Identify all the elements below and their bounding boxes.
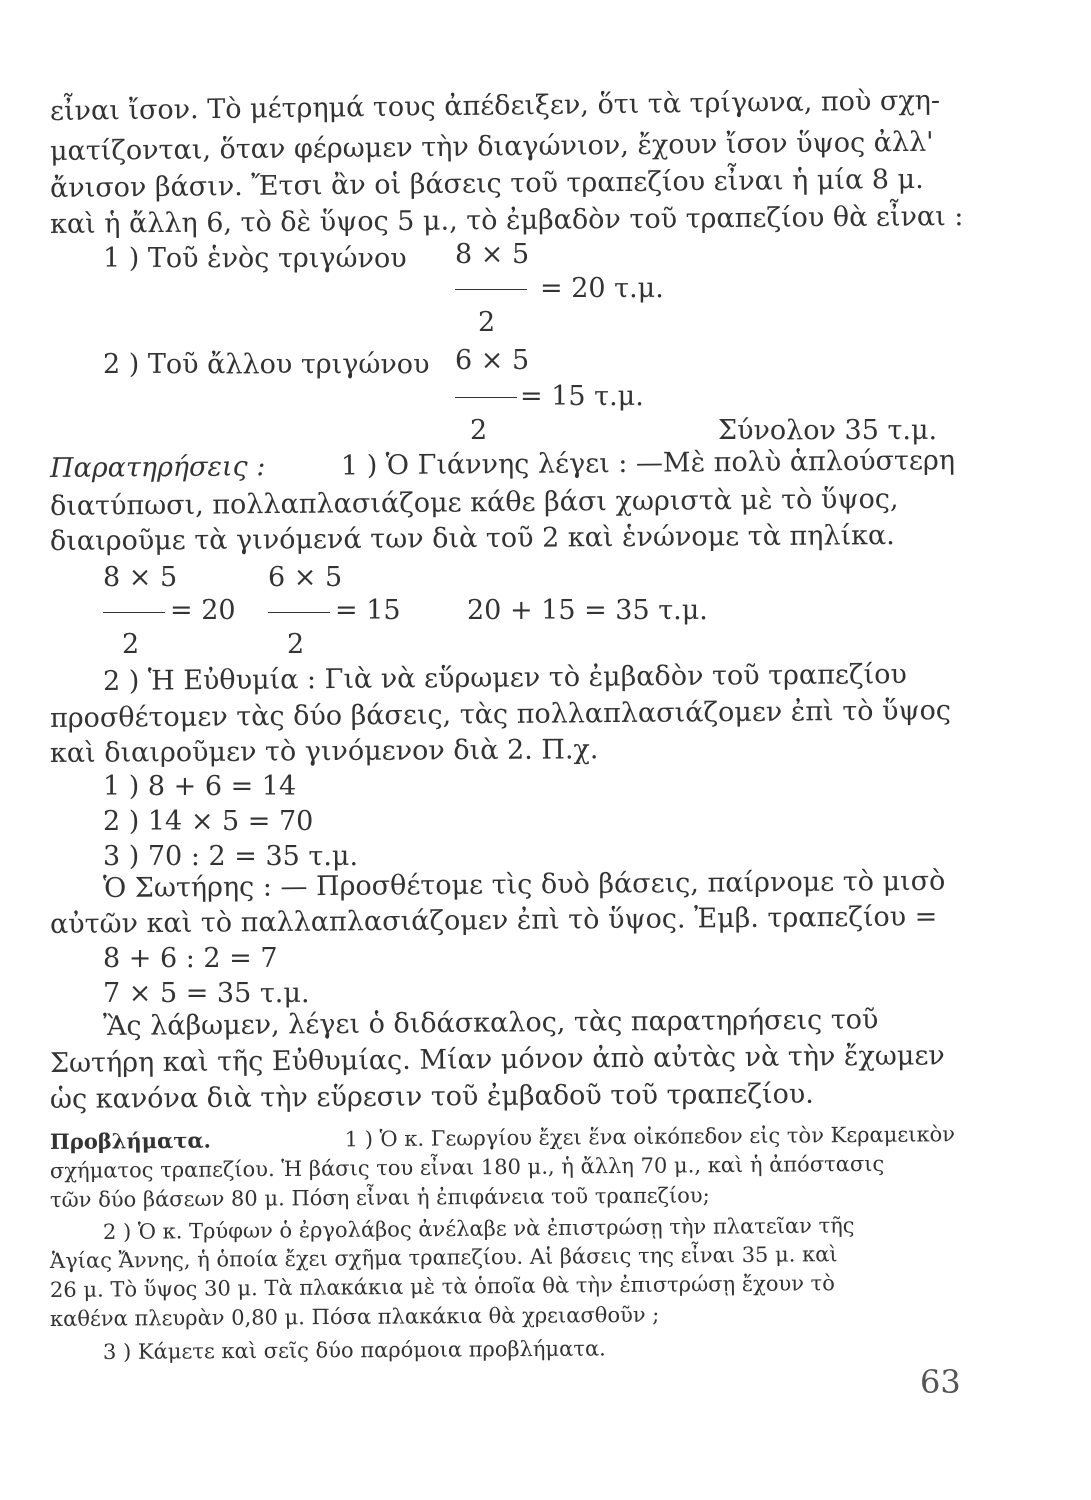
- calc2-numerator: 6 × 5: [455, 345, 530, 376]
- calc2-label: 2 ) Τοῦ ἄλλου τριγώνου: [103, 349, 430, 380]
- problem-2-line-3: 26 μ. Τὸ ὕψος 30 μ. Τὰ πλακάκια μὲ τὰ ὁποῖα θὰ τὴν ἐπιστρώσῃ ἔχουν τὸ: [49, 1271, 835, 1302]
- problem-2-line-2: Ἁγίας Ἄννης, ἡ ὁποία ἔχει σχῆμα τραπεζίου. Αἱ βάσεις της εἶναι 35 μ. καὶ: [49, 1242, 838, 1273]
- obs-frac-b-bar: [268, 612, 330, 613]
- sotiris-line-1: Ὁ Σωτήρης : — Προσθέτομε τὶς δυὸ βάσεις, παίρνομε τὸ μισὸ: [102, 865, 946, 904]
- observations-heading: Παρατηρήσεις :: [49, 451, 266, 484]
- calc1-label: 1 ) Τοῦ ἑνὸς τριγώνου: [103, 243, 407, 274]
- observations-first-text: 1 ) Ὁ Γιάννης λέγει : —Μὲ πολὺ ἁπλούστερη: [340, 445, 956, 482]
- teacher-line-3: ὡς κανόνα διὰ τὴν εὕρεσιν τοῦ ἐμβαδοῦ τοῦ τραπεζίου.: [49, 1078, 814, 1115]
- calc1-result: = 20 τ.μ.: [540, 273, 664, 304]
- obs-frac-a-bar: [103, 612, 165, 613]
- observations-line-3: διαιροῦμε τὰ γινόμενά των διὰ τοῦ 2 καὶ ἑνώνομε τὰ πηλίκα.: [49, 520, 895, 557]
- problems-heading: Προβλήματα.: [49, 1127, 211, 1154]
- sotiris-step-1: 8 + 6 : 2 = 7: [103, 943, 278, 974]
- problem-1-line-3: τῶν δύο βάσεων 80 μ. Πόση εἶναι ἡ ἐπιφάνεια τοῦ τραπεζίου;: [49, 1183, 710, 1212]
- problem-1-first-text: 1 ) Ὁ κ. Γεωργίου ἔχει ἕνα οἰκόπεδον εἰς τὸν Κεραμεικὸν: [344, 1122, 956, 1152]
- obs-frac-a-denominator: 2: [122, 629, 140, 660]
- problem-2-line-4: καθένα πλευρὰν 0,80 μ. Πόσα πλακάκια θὰ χρειασθοῦν ;: [49, 1302, 660, 1331]
- calc2-total: Σύνολον 35 τ.μ.: [718, 415, 938, 446]
- obs-sum: 20 + 15 = 35 τ.μ.: [467, 595, 708, 626]
- intro-line-3: ἄνισον βάσιν. Ἔτσι ἂν οἱ βάσεις τοῦ τραπεζίου εἶναι ἡ μία 8 μ.: [49, 163, 924, 204]
- calc2-fraction-bar: [455, 397, 517, 398]
- intro-line-2: ματίζονται, ὅταν φέρωμεν τὴν διαγώνιον, ἔχουν ἴσον ὕψος ἀλλ': [49, 126, 934, 167]
- calc1-numerator: 8 × 5: [455, 239, 530, 270]
- calc1-fraction-bar: [455, 289, 527, 290]
- observations-line-2: διατύπωσι, πολλαπλασιάζομε κάθε βάσι χωριστὰ μὲ τὸ ὕψος,: [49, 483, 899, 522]
- page-number: 63: [920, 1363, 961, 1401]
- eythymia-line-2: προσθέτομεν τὰς δύο βάσεις, τὰς πολλαπλασιάζομεν ἐπὶ τὸ ὕψος: [49, 695, 952, 734]
- obs-frac-a-result: = 20: [170, 595, 236, 626]
- eythymia-line-1: 2 ) Ἡ Εὐθυμία : Γιὰ νὰ εὕρωμεν τὸ ἐμβαδὸν τοῦ τραπεζίου: [102, 658, 907, 697]
- observations-line-1: [50, 444, 955, 486]
- calc1-denominator: 2: [478, 307, 496, 338]
- eythymia-step-1: 1 ) 8 + 6 = 14: [103, 771, 297, 802]
- intro-line-1: εἶναι ἴσον. Τὸ μέτρημά τους ἀπέδειξεν, ὅτι τὰ τρίγωνα, ποὺ σχη-: [49, 85, 941, 127]
- problem-2-line-1: 2 ) Ὁ κ. Τρύφων ὁ ἐργολάβος ἀνέλαβε νὰ ἐπιστρώσῃ τὴν πλατεῖαν τῆς: [102, 1213, 855, 1244]
- obs-frac-b-numerator: 6 × 5: [268, 562, 343, 593]
- obs-frac-b-denominator: 2: [287, 629, 305, 660]
- calc2-denominator: 2: [470, 415, 488, 446]
- teacher-line-1: Ἂς λάβωμεν, λέγει ὁ διδάσκαλος, τὰς παρατηρήσεις τοῦ: [102, 1004, 879, 1042]
- calc2-result: = 15 τ.μ.: [520, 381, 644, 412]
- problem-3: 3 ) Κάμετε καὶ σεῖς δύο παρόμοια προβλήματα.: [102, 1336, 606, 1364]
- problem-1-line-2: σχήματος τραπεζίου. Ἡ βάσις του εἶναι 180 μ., ἡ ἄλλη 70 μ., καὶ ἡ ἀπόστασις: [49, 1151, 885, 1183]
- eythymia-step-2: 2 ) 14 × 5 = 70: [103, 806, 314, 837]
- obs-frac-b-result: = 15: [335, 595, 401, 626]
- eythymia-step-3: 3 ) 70 : 2 = 35 τ.μ.: [103, 841, 359, 872]
- eythymia-line-3: καὶ διαιροῦμεν τὸ γινόμενον διὰ 2. Π.χ.: [49, 734, 599, 769]
- sotiris-line-2: αὐτῶν καὶ τὸ παλλαπλασιάζομεν ἐπὶ τὸ ὕψος. Ἐμβ. τραπεζίου =: [49, 901, 938, 940]
- teacher-line-2: Σωτήρη καὶ τῆς Εὐθυμίας. Μίαν μόνον ἀπὸ αὐτὰς νὰ τὴν ἔχωμεν: [49, 1040, 945, 1079]
- sotiris-step-2: 7 × 5 = 35 τ.μ.: [103, 978, 310, 1009]
- obs-frac-a-numerator: 8 × 5: [103, 562, 178, 593]
- intro-line-4: καὶ ἡ ἄλλη 6, τὸ δὲ ὕψος 5 μ., τὸ ἐμβαδὸν τοῦ τραπεζίου θὰ εἶναι :: [49, 201, 964, 240]
